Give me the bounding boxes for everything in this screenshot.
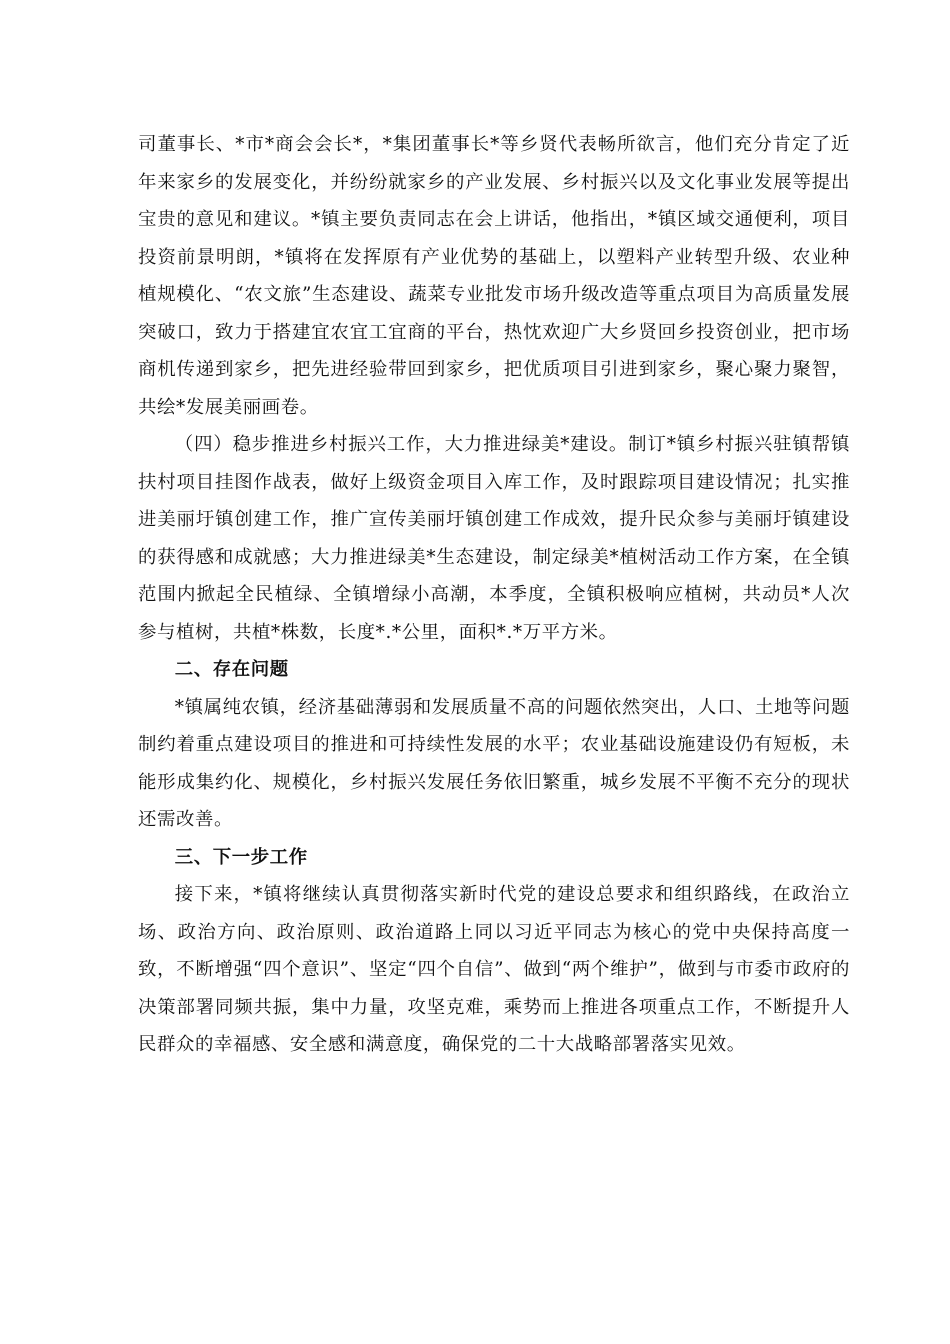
paragraph-problems: *镇属纯农镇，经济基础薄弱和发展质量不高的问题依然突出，人口、土地等问题制约着重点建设项目的推进和可持续性发展的水平；农业基础设施建设仍有短板，未能形成集约化、规模化，乡村振兴发展任务依旧繁重，城乡发展不平衡不充分的现状还需改善。 [138, 696, 850, 830]
heading-next-steps: 三、下一步工作 [174, 846, 308, 868]
document-body [138, 126, 850, 1064]
paragraph-section-four: （四）稳步推进乡村振兴工作，大力推进绿美*建设。制订*镇乡村振兴驻镇帮镇扶村项目挂图作战表，做好上级资金项目入库工作，及时跟踪项目建设情况；扎实推进美丽圩镇创建工作，推广宣传美丽圩镇创建工作成效，提升民众参与美丽圩镇建设的获得感和成就感；大力推进绿美*生态建设，制定绿美*植树活动工作方案，在全镇范围内掀起全民植绿、全镇增绿小高潮，本季度，全镇积极响应植树，共动员*人次参与植树，共植*株数，长度*.*公里，面积*.*万平方米。 [138, 434, 850, 643]
heading-existing-problems: 二、存在问题 [174, 659, 289, 680]
paragraph-continued: 司董事长、*市*商会会长*，*集团董事长*等乡贤代表畅所欲言，他们充分肯定了近年来家乡的发展变化，并纷纷就家乡的产业发展、乡村振兴以及文化事业发展等提出宝贵的意见和建议。*镇主要负责同志在会上讲话，他指出，*镇区域交通便利，项目投资前景明朗，*镇将在发挥原有产业优势的基础上，以塑料产业转型升级、农业种植规模化、“农文旅”生态建设、蔬菜专业批发市场升级改造等重点项目为高质量发展突破口，致力于搭建宜农宜工宜商的平台，热忱欢迎广大乡贤回乡投资创业，把市场商机传递到家乡，把先进经验带回到家乡，把优质项目引进到家乡，聚心聚力聚智，共绘*发展美丽画卷。 [138, 134, 850, 418]
paragraph-next-steps: 接下来，*镇将继续认真贯彻落实新时代党的建设总要求和组织路线，在政治立场、政治方向、政治原则、政治道路上同以习近平同志为核心的党中央保持高度一致，不断增强“四个意识”、坚定“四个自信”、做到“两个维护”，做到与市委市政府的决策部署同频共振，集中力量，攻坚克难，乘势而上推进各项重点工作，不断提升人民群众的幸福感、安全感和满意度，确保党的二十大战略部署落实见效。 [138, 884, 850, 1055]
